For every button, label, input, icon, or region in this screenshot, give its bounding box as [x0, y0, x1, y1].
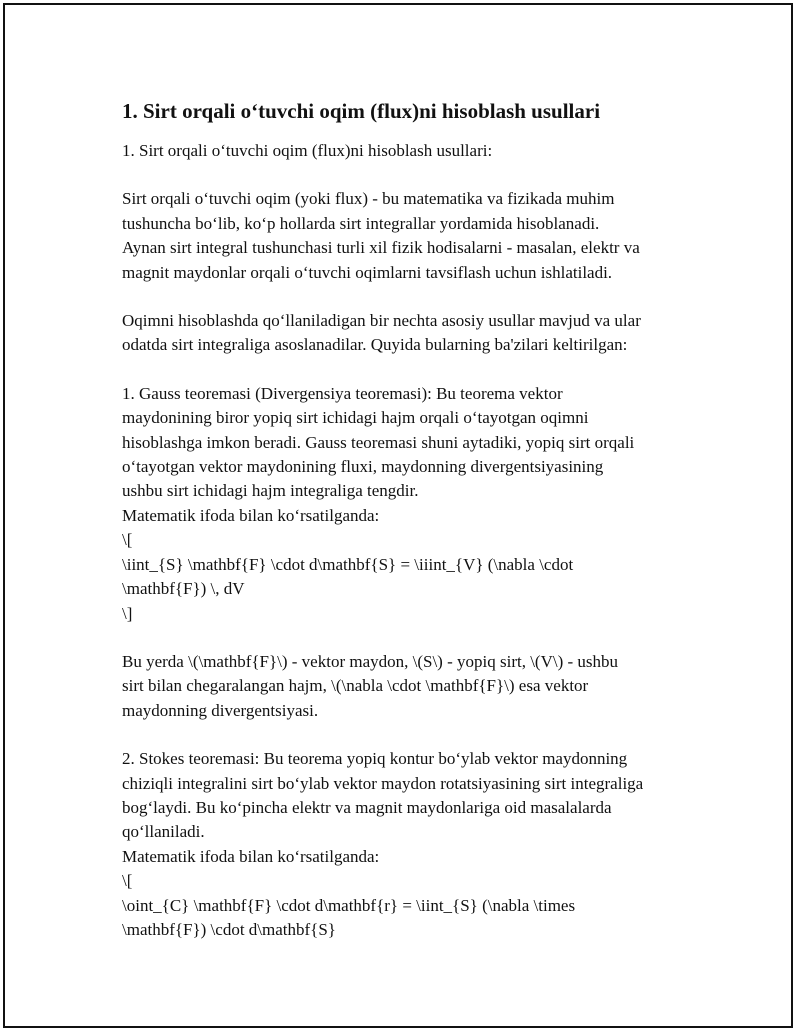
document-title: 1. Sirt orqali o‘tuvchi oqim (flux)ni hisoblash usullari: [122, 99, 601, 123]
paragraph-gauss-theorem: 1. Gauss teoremasi (Divergensiya teoremasi): Bu teorema vektor maydonining biror yopiq sirt ichidagi hajm orqali o‘tayotgan oqimni hisoblashga imkon beradi. Gauss teoremasi shuni aytadiki, yopiq sirt orqali o‘tayotgan vektor maydonining fluxi, maydonning divergentsiyasining ushbu sirt ichidagi hajm integraliga tengdir. Matematik ifoda bilan ko‘rsatilganda: \[ \iint_{S} \mathbf{F} \cdot d\mathbf{S} = \iiint_{V} (\nabla \cdot \mathbf{F}) \, dV \]: [122, 383, 635, 623]
paragraph-methods-overview: Oqimni hisoblashda qo‘llaniladigan bir nechta asosiy usullar mavjud va ular odatda sirt integraliga asoslanadilar. Quyida bularning ba'zilari keltirilgan:: [122, 311, 641, 355]
paragraph-stokes-theorem: 2. Stokes teoremasi: Bu teorema yopiq kontur bo‘ylab vektor maydonning chiziqli integralini sirt bo‘ylab vektor maydon rotatsiyasining sirt integraliga bog‘laydi. Bu ko‘pincha elektr va magnit maydonlariga oid masalalarda qo‘llaniladi. Matematik ifoda bilan ko‘rsatilganda: \[ \oint_{C} \mathbf{F} \cdot d\mathbf{r} = \iint_{S} (\nabla \times \mathbf{F}) \cdot d\mathbf{S}: [122, 749, 644, 939]
paragraph-flux-definition: Sirt orqali o‘tuvchi oqim (yoki flux) - bu matematika va fizikada muhim tushuncha bo‘lib, ko‘p hollarda sirt integrallar yordamida hisoblanadi. Aynan sirt integral tushunchasi turli xil fizik hodisalarni - masalan, elektr va magnit maydonlar orqali o‘tuvchi oqimlarni tavsiflash uchun ishlatiladi.: [122, 189, 640, 282]
paragraph-intro-heading: 1. Sirt orqali o‘tuvchi oqim (flux)ni hisoblash usullari:: [122, 141, 493, 160]
document-body: [122, 97, 702, 942]
paragraph-gauss-explanation: Bu yerda \(\mathbf{F}\) - vektor maydon, \(S\) - yopiq sirt, \(V\) - ushbu sirt bilan chegaralangan hajm, \(\nabla \cdot \mathbf{F}\) esa vektor maydonning divergentsiyasi.: [122, 651, 619, 720]
page-frame: [3, 3, 793, 1028]
